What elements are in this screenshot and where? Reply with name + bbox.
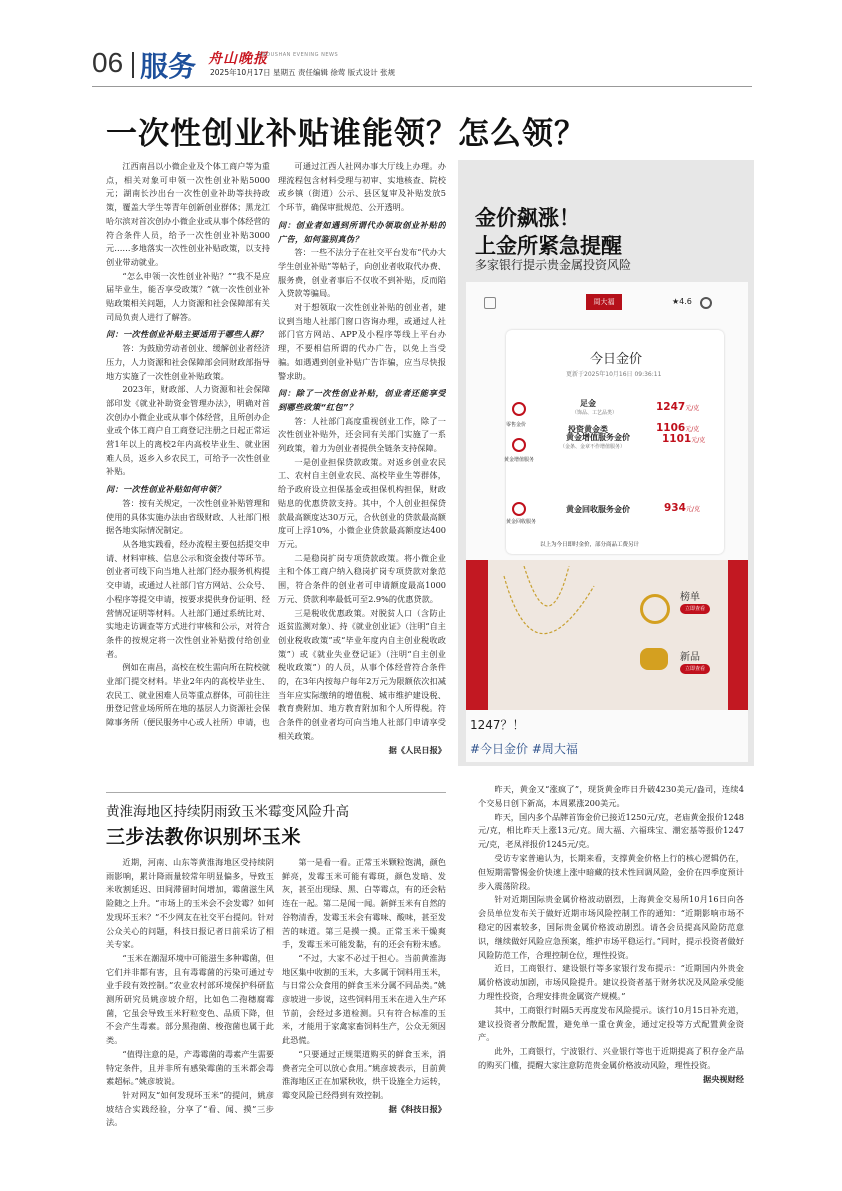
card-label-new: 新品 xyxy=(680,652,700,663)
paragraph: “怎么申领一次性创业补贴？”“我不是应届毕业生，能否享受政策？”就一次性创业补贴政策相关问题，人力资源和社会保障部有关司局负责人进行了解答。 xyxy=(106,270,270,322)
paragraph: 近日，工商银行、建设银行等多家银行发布提示：“近期国内外贵金属价格波动加剧，市场风险提升。建议投资者基于财务状况及风险承受能力理性投资，合理安排贵金属资产规模。” xyxy=(478,963,744,1001)
card-label-ranking: 榜单 xyxy=(680,592,700,603)
header-info: 2025年10月17日 星期五 责任编辑 徐莺 版式设计 张规 xyxy=(210,68,396,77)
paragraph: 例如在南昌，高校在校生需向所在院校就业部门提交材料。毕业2年内的高校毕业生、农民工、就业困难人员等重点群体，可前往注册登记营业场所所在地的基层人力资源社会保障事务所（便民服务中心或人社所）申请，也 xyxy=(106,662,270,728)
corn-article-col2 xyxy=(282,856,446,1146)
record-icon xyxy=(700,297,712,309)
row-note: （饰品、工艺品类） xyxy=(572,410,618,416)
brand-badge: 周大福 xyxy=(586,294,622,310)
row-icon-label: 黄金回收服务 xyxy=(506,519,537,525)
article-source: 据《人民日报》 xyxy=(388,744,446,755)
paragraph: 其中，工商银行时隔5天再度发布风险提示。该行10月15日补充道，建议投资者分散配置，避免单一重仓黄金，通过定投等方式配置黄金资产。 xyxy=(478,1004,744,1043)
question: 问：创业者如遇到所谓代办领取创业补贴的广告，如何鉴别真伪？ xyxy=(278,219,446,244)
paragraph: 三是税收优惠政策。对脱贫人口（含防止返贫监测对象）、持《就业创业证》（注明“自主创业税收政策”或“毕业年度内自主创业税收政策”）或《就业失业登记证》（注明“自主创业税收政策”）的人员，从事个体经营符合条件的，在3年内按每户每年2万元为限额依次扣减当年应实际缴纳的增值税、城市维护建设税、教育费附加、地方教育附加和个人所得税。符合条件的创业者均可向当地人社部门申请享受相关政策。 xyxy=(278,607,446,741)
corn-article-col1 xyxy=(106,856,274,1146)
price-unit: 元/克 xyxy=(685,426,700,433)
card-button-ranking[interactable]: 立即查看 xyxy=(680,604,710,614)
header-rule xyxy=(92,86,752,87)
retail-price-icon xyxy=(512,402,526,416)
row-icon-label: 黄金增值服务 xyxy=(504,457,535,463)
answer: 答：人社部门高度重视创业工作，除了一次性创业补贴外，还会同有关部门实施了一系列政策，着力为创业者提供全链条支持保障。 xyxy=(278,415,446,454)
paragraph: 可通过江西人社网办事大厅线上办理。办理流程包含材料受理与初审、实地核查、院校或乡镇（街道）公示、县区复审及补贴发放5个环节，确保审批规范、公开透明。 xyxy=(278,161,446,213)
app-rating: ★4.6 xyxy=(672,297,692,306)
paragraph: 对于想领取一次性创业补贴的创业者，建议到当地人社部门窗口咨询办理，或通过人社部门官方网站、APP及小程序等线上平台办理，不要相信所谓的代办广告，以免上当受骗。如遇遇到创业补贴广告诈骗，应当尽快报警求助。 xyxy=(278,302,446,381)
value-added-icon xyxy=(512,438,526,452)
article-source: 据《科技日报》 xyxy=(388,1103,446,1114)
paragraph: 一是创业担保贷款政策。对返乡创业农民工、农村自主创业农民、高校毕业生等群体，给予政府设立担保基金或担保机构担保，财政贴息的优惠贷款支持。其中，个人创业担保贷款最高额度达30万元，合伙创业的贷款最高额度可上浮10%，小微企业贷款最高额度达400万元。 xyxy=(278,456,446,549)
gold-subtitle: 多家银行提示贵金属投资风险 xyxy=(475,258,632,272)
answer: 答：为鼓励劳动者创业、缓解创业者经济压力，人力资源和社会保障部会同财政部指导地方实施了一次性创业补贴政策。 xyxy=(106,343,270,381)
necklace-icon xyxy=(494,566,604,696)
section-title: 服务 xyxy=(140,50,197,83)
gold-title-line1: 金价飙涨！ xyxy=(475,206,580,230)
home-icon xyxy=(484,297,496,309)
paragraph: 2023年，财政部、人力资源和社会保障部印发《就业补助资金管理办法》，明确对首次创办小微企业或从事个体经营，且所创办企业或个体工商户自工商登记注册之日起正常运营1年以上的离校2年内高校毕业生、就业困难人员，返乡入乡农民工，可给予一次性创业补贴。 xyxy=(106,384,270,477)
main-article-col1 xyxy=(106,160,270,772)
newspaper-logo: 舟山晚报 xyxy=(208,51,268,67)
necklace-image xyxy=(494,566,604,696)
price-value: 1106 xyxy=(656,422,686,434)
paragraph: 受访专家普遍认为，长期来看，支撑黄金价格上行的核心逻辑仍在，但短期需警惕金价快速上涨中暗藏的技术性回调风险，金价在四季度预计步入震荡阶段。 xyxy=(478,852,744,891)
main-article-col2 xyxy=(278,160,446,772)
pendant-image-1 xyxy=(640,594,670,624)
price-unit: 元/克 xyxy=(691,437,706,444)
paragraph: “只要通过正规渠道购买的鲜食玉米，消费者完全可以放心食用。”姚彦坡表示，目前黄淮海地区正在加紧秋收，烘干设施全力运转，霉变风险已经得到有效控制。 xyxy=(282,1048,446,1100)
paragraph: “不过，大家不必过于担心。当前黄淮海地区集中收割的玉米，大多属于饲料用玉米，与日常公众食用的鲜食玉米分属不同品类。”姚彦坡进一步说，这些饲料用玉米在进入生产环节前，会经过多道检测。只有符合标准的玉米，才能用于家禽家畜饲料生产，公众无须因此恐慌。 xyxy=(282,952,446,1046)
post-text: 1247？！ xyxy=(470,718,525,732)
main-headline: 一次性创业补贴谁能领？怎么领？ xyxy=(106,116,586,152)
paragraph: 此外，工商银行，宁波银行、兴业银行等也于近期提高了积存金产品的购买门槛，提醒大家注意防范贵金属价格波动风险，理性投资。 xyxy=(478,1046,744,1070)
paragraph: 第一是看一看。正常玉米颗粒饱满，颜色鲜亮，发霉玉米可能有霉斑，颜色发暗、发灰，甚至出现绿、黑、白等霉点，有的还会粘连在一起。第二是闻一闻。新鲜玉米有自然的谷物清香，发霉玉米会有霉味、酸味，甚至发苦的味道。第三是摸一摸。正常玉米干燥爽手，发霉玉米可能发黏，有的还会有粉末感。 xyxy=(282,857,446,950)
answer: 答：一些不法分子在社交平台发布“代办大学生创业补贴”等帖子，向创业者收取代办费、服务费，创业者事后不仅收不到补贴，反而陷入贷款等骗局。 xyxy=(278,247,446,299)
price-value: 1101 xyxy=(662,433,692,445)
question: 问：一次性创业补贴主要适用于哪些人群？ xyxy=(106,329,268,340)
paragraph: 从各地实践看，经办流程主要包括提交申请、材料审核、信息公示和资金拨付等环节。创业者可线下向当地人社部门经办服务机构提交申请，或通过人社部门官方网站、公众号、小程序等提交申请，按要求提供身份证明、经营情况证明等材料。人社部门通过系统比对、实地走访调查等方式进行审核和公示，对符合条件的按规定将一次性创业补贴拨付给创业者。 xyxy=(106,538,270,659)
paragraph: 二是稳岗扩岗专项贷款政策。将小微企业主和个体工商户纳入稳岗扩岗专项贷款对象范围，符合条件的创业者可申请额度最高1000万元、贷款利率最低可至2.9%的优惠贷款。 xyxy=(278,552,446,604)
corn-top-rule xyxy=(106,792,446,793)
paragraph: 昨天，黄金又“涨疯了”，现货黄金昨日升破4230美元/盎司，连续4个交易日创下新高，本周累涨200美元。 xyxy=(478,784,744,808)
row-price xyxy=(664,502,700,514)
answer: 答：按有关规定，一次性创业补贴管理和使用的具体实施办法由省级财政、人社部门根据各地实际情况制定。 xyxy=(106,497,270,536)
corn-headline: 三步法教你识别坏玉米 xyxy=(106,826,302,848)
paragraph: 江西南昌以小微企业及个体工商户等为重点，相关对象可申领一次性创业补贴5000元；湖南长沙出台一次性创业补助等扶持政策，覆盖大学生等青年创新创业群体；黑龙江哈尔滨对首次创办小微企业或从事个体经营的符合条件人员，给予一次性创业补贴3000元……多地落实一次性创业补贴政策，以支持创业带动就业。 xyxy=(106,161,270,267)
question: 问：除了一次性创业补贴，创业者还能享受到哪些政策“红包”？ xyxy=(278,388,446,412)
corn-subtitle: 黄淮海地区持续阴雨致玉米霉变风险升高 xyxy=(106,804,349,820)
price-footnote: 以上为今日即时金价，部分商品工费另计 xyxy=(540,542,640,548)
gold-price-heading: 今日金价 xyxy=(590,352,643,367)
newspaper-logo-en: ZHOUSHAN EVENING NEWS xyxy=(258,52,339,58)
page-number: 06 xyxy=(92,47,124,78)
row-icon-label: 零售金价 xyxy=(506,422,527,428)
row-note: （金条、金章不作增值服务） xyxy=(560,444,626,450)
header-divider xyxy=(132,52,134,78)
question: 问：一次性创业补贴如何申领？ xyxy=(106,484,225,495)
price-unit: 元/克 xyxy=(685,405,700,412)
gold-title-line2: 上金所紧急提醒 xyxy=(475,234,622,258)
paragraph: 针对网友“如何发现坏玉米”的提问，姚彦坡结合实践经验，分享了“看、闻、摸”三步法。 xyxy=(106,1089,274,1128)
gold-article-body xyxy=(478,783,744,1143)
row-name: 黄金回收服务金价 xyxy=(566,505,630,514)
article-source: 据央视财经 xyxy=(703,1073,744,1084)
pendant-image-2 xyxy=(640,648,668,670)
paragraph: 近期，河南、山东等黄淮海地区受持续阴雨影响，累计降雨量较常年明显偏多，导致玉米收割延迟、田间滞留时间增加，霉菌滋生风险随之上升。“市场上的玉米会不会发霉？如何发现坏玉米？”不少网友在社交平台提问。针对公众关心的问题，科技日报记者日前采访了相关专家。 xyxy=(106,857,274,950)
card-button-new[interactable]: 立即查看 xyxy=(680,664,710,674)
row-price xyxy=(656,401,699,413)
paragraph: 针对近期国际贵金属价格波动剧烈，上海黄金交易所10月16日向各会员单位发布关于做好近期市场风险控制工作的通知：“近期影响市场不稳定的因素较多，国际贵金属价格波动剧烈。请各会员提高风险防范意识，继续做好风险应急预案，维护市场平稳运行。”同时，提示投资者做好风险防范工作，合理控制仓位，理性投资。 xyxy=(478,894,744,960)
paragraph: “值得注意的是，产毒霉菌的毒素产生需要特定条件，且并非所有感染霉菌的玉米都会毒素超标。”姚彦坡说。 xyxy=(106,1048,274,1087)
price-value: 934 xyxy=(664,502,686,514)
row-name: 投资黄金类 xyxy=(568,425,608,434)
price-value: 1247 xyxy=(656,401,686,413)
paragraph: 昨天，国内多个品牌首饰金价已接近1250元/克，老庙黄金报价1248元/克，相比昨天上涨13元/克。周大福、六福珠宝、潮宏基等报价1247元/克，老凤祥报价1245元/克。 xyxy=(478,811,744,850)
post-hashtags[interactable]: #今日金价 #周大福 xyxy=(470,742,578,756)
row-name: 足金 xyxy=(580,399,596,408)
gold-price-updated: 更新于2025年10月16日 09:36:11 xyxy=(566,371,662,378)
recycle-icon xyxy=(512,502,526,516)
paragraph: “玉米在潮湿环境中可能滋生多种霉菌，但它们并非都有害，且有毒霉菌的污染可通过专业手段有效控制。”农业农村部环境保护科研监测所研究员姚彦坡介绍，比如色二孢穗腐霉菌，它虽会导致玉米籽粒变色、品质下降，但不会产生毒素。部分黑孢菌、梭孢菌也属于此类。 xyxy=(106,952,274,1046)
row-price xyxy=(662,433,705,445)
row-name: 黄金增值服务金价 xyxy=(566,433,630,442)
price-unit: 元/克 xyxy=(685,506,700,513)
